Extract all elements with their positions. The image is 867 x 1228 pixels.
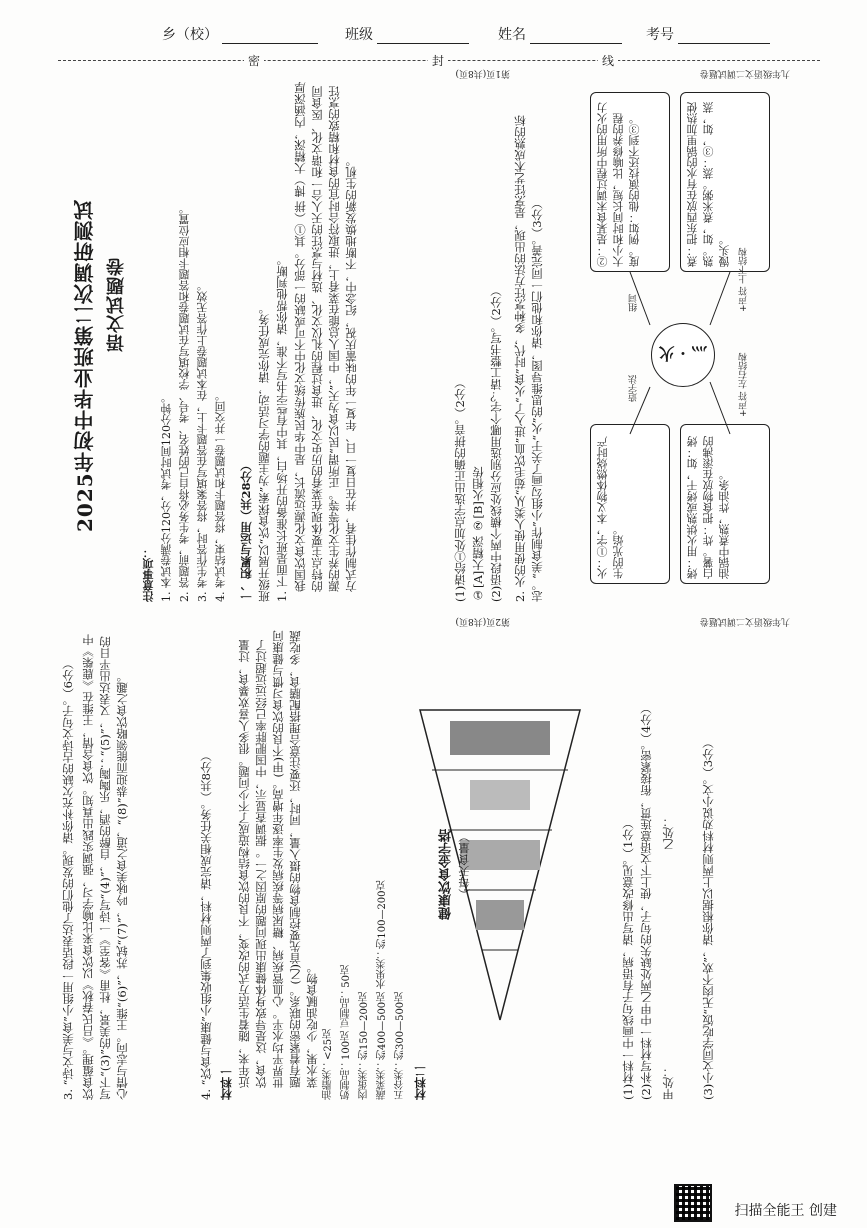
seal-char-3: 线 [598,52,618,69]
food-pyramid [410,700,590,1040]
material-1-text: 近年来，随着生活方式的改变，不良的饮食结构造成了不少问题。很多人喜欢暴食，过量饮食，这是导致身体健康出现问题的原因之一。据调查显示，中国肥胖率已经远远超过了世界平均水平。心血管疾病、糖尿病等疾病发生率逐年增高。(甲)不良的饮食习惯与健康问题有着紧密的联系。(乙)首先要控制食物的摄入量，同时，还要注意合理搭配膳食，多吃蔬菜水果，少吃油腻食物。 [237,630,319,1088]
note-3: 3. 考生作答时，将答案填写在答题卡上，在本试题卷上作答无效。 [196,280,209,602]
mind-map-label-top-bottom: +声符 上下结构 [739,247,749,312]
exam-title: 2025年初中毕业班第二次调研测试 [73,199,97,532]
question-3: 3. “诗文与美食”小组用一段话表达了他们的发现。请你补充欠缺的古诗文句子。（6分） [61,658,75,1100]
note-1: 1. 本试卷满分120分，考试时间120分钟。 [160,392,173,602]
pyramid-level-veg-fruit: 蔬菜类：约400—500克 水果类：约100—200克 [377,880,388,1100]
page-1-footer-right: 第1页(共8页) [455,68,510,78]
question-4-sub-2: (2)补写材料一中甲乙两处缺失的句子，使上下文语意连贯，衔接紧密。（4分） [639,702,653,1100]
question-1-sub-2: (2)语段中两个横线处应分别选用哪个字？请工整书写。（2分） [489,285,503,602]
pyramid-level-meat: 肉蛋类：约150—200克 [359,991,370,1100]
pyramid-level-dairy: 奶制品：100克 豆制品：50克 [341,965,352,1100]
page-2-footer-left: 九年级语文二调试题卷 [699,616,790,626]
name-field [498,24,622,44]
mind-map-node-fire: 火：①字，本义物体燃烧时产生的光焰。 [590,424,670,584]
mind-map-label-left-right: +声符 左右结构 [739,352,749,417]
page-2-footer-right: 第2页(共8页) [455,616,510,626]
section-heading: 一、积累与运用（共28分） [239,459,253,602]
note-4: 4. 考试结束，将答题卡和试题卷一并交回。 [214,390,227,602]
class-label: 班级 [345,27,373,43]
qr-code-icon [674,1184,712,1222]
exam-subtitle: 语文试题卷 [106,257,127,352]
number-field [646,24,770,44]
class-field [345,24,469,44]
name-blank[interactable] [530,27,622,44]
number-blank[interactable] [678,27,770,44]
note-2: 2. 答题前，考生务必将自己的姓名、考号、学校填写在试题卷和答题卡相应位置。 [178,203,191,602]
question-1-sub-1: (1)请给①处加点字选出正确的拼音。（2分） [453,377,467,602]
question-4-sub-1: (1)材料一中画线句子有语病，请写出修改意见。（1分） [621,817,635,1100]
question-1-passage: 我国饮食文化源远流长，是中华民族传统文化中不可或缺的一部分。其①（拼 博）大精深，内涵深厚的特点主要体现在菜肴的历史文化、进食过程的礼仪文化、选材与烹饪的天人合一和谐文化、医食同源的养生文化等等。正所谓“民以食为天”，中国人总能在菜肴上，进取符合时宜的食材和精致的烹饪方式制作佳肴，并在日复一日、年复一年的味蕾庆祝，纪念中，不断地焕发新的生机。 [293,82,358,592]
page-2 [60,616,790,1100]
mind-map-connectors [580,82,790,602]
mind-map-node-heat: ②：是某食末调过程中所用的火力大小和时间长短，比喻修养的程度。例如：他的演技还不到③。 [590,92,670,272]
seal-char-2: 封 [428,52,448,69]
question-1-options: ①[A]大精深 ②[B]火相传 [471,466,485,602]
page-1 [60,68,790,602]
seal-char-1: 密 [244,52,264,69]
pyramid-title: 健康饮食金字塔 [439,829,454,920]
pyramid-level-oil: 油脂类：<25克 [323,1028,334,1100]
mind-map-label-zuci: 组词 [629,294,639,312]
intro-text: 班级开展以“饮食探索”为主题的学习活动，请你完成任务。 [257,302,271,602]
school-label: 乡（校） [162,27,218,43]
question-4: 4. “饮食与健康”小组收集到了两则材料，请完成相关任务。（共8分） [199,750,213,1100]
school-blank[interactable] [222,27,318,44]
question-3-passage: 饮食蕴理。《吕氏春秋》以饮食来比喻学习，强调实践出真知。饮食含情，王维在《鹿柴》中写下“(3)”的美景，杜甫《客至》一诗写“(4)”，自醉的酒，乐陶陶；“(5)”，又表达出平日的心情与志向。王维“(6)”，苏轼“(7)”，吟咏美食之道，“(8)”恭迎而能领略饮食之趣。 [81,634,129,1100]
page-1-footer-left: 九年级语文二调试题卷 [699,68,790,78]
question-4-sub-3: (3)小文同学吃饭“无肉不欢”，请你根据以上两则材料劝说小文。（3分） [701,736,715,1100]
mind-map [580,82,790,602]
mind-map-label-zaozi: 造字法 [629,375,639,402]
name-label: 姓名 [498,27,526,43]
pyramid-level-grains: 五谷类：约300—500克 [395,991,406,1100]
question-2: 2. 火的使用使人类从“茹毛饮血”进入了“火食”时代，多种烹饪方法的出现，是烹饪艺术成熟的标志。“美食制作”小组勾画了关于“火”的思维导图，请你和他们一同完善。（3分） [513,115,544,602]
school-field [162,24,318,44]
pyramid-subtitle: （每天食量） [457,831,471,900]
material-1-title: 材料一 [219,1065,233,1100]
exam-header [0,24,867,48]
mind-map-node-bake-fry: 烤：用火烘熟或烤干，如：烤白薯。炸：把食物放在滚沸的油锅中煮熟，炸油条。 [680,424,770,584]
answer-yi-label: 乙处： [661,815,675,850]
mind-map-center: 灬 · 火 [651,323,715,387]
answer-jia-label: 甲处： [661,1065,675,1100]
seal-line [58,54,820,68]
mind-map-node-boil-steam: 煮：把东西放在有水的锅里加热使熟。如，煮米粥。蒸：③，如，蒸馒头。 [680,92,770,272]
notes-title: 注意事项： [142,547,155,602]
question-1: 1. 下面是班长准备的开场白，其中有些字书写不准，请你帮他判断。 [275,253,289,602]
number-label: 考号 [646,27,674,43]
class-blank[interactable] [377,27,469,44]
scanner-watermark: 扫描全能王 创建 [734,1203,837,1219]
pyramid-triangle [410,700,590,1040]
material-2-title: 材料二 [413,1065,427,1100]
